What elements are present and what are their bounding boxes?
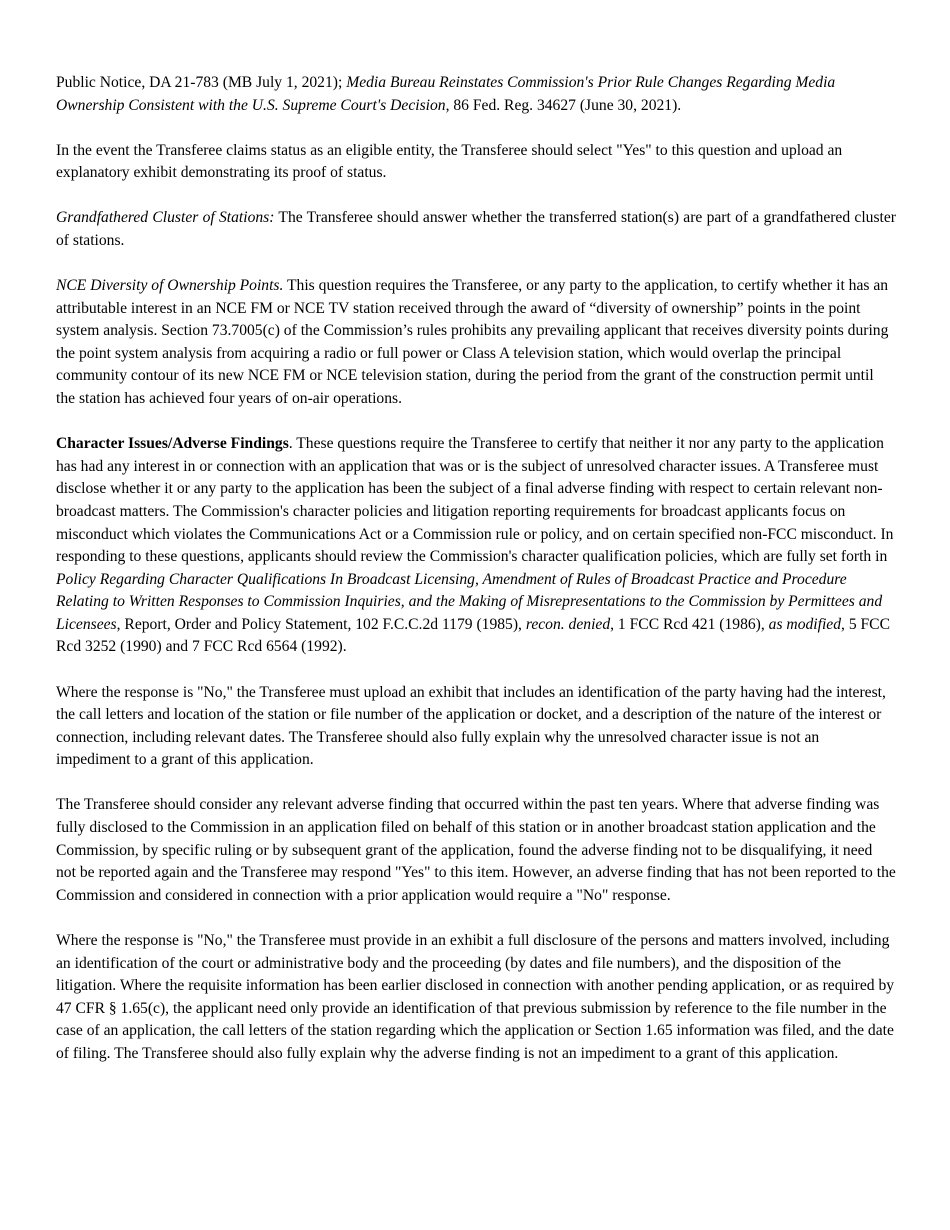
section-heading-nce-diversity: NCE Diversity of Ownership Points. bbox=[56, 277, 284, 295]
paragraph-body: , Report, Order and Policy Statement, 102 F.C.C.2d 1179 (1985), bbox=[116, 615, 526, 633]
paragraph-past-ten-years: The Transferee should consider any relevant adverse finding that occurred within the past ten years. Where that adverse finding was fully disclosed to the Commission in an application filed on behalf of this station or in another broadcast station application and the Commission, by specific ruling or by subsequent grant of the application, found the adverse finding not to be disqualifying, it need not be reported again and the Transferee may respond "Yes" to this item. However, an adverse finding that has not been reported to the Commission and considered in connection with a prior application would require a "No" response. bbox=[56, 796, 896, 904]
citation-text: , 86 Fed. Reg. 34627 (June 30, 2021). bbox=[445, 96, 682, 114]
paragraph-body: This question requires the Transferee, or any party to the application, to certify whether it has an attributable interest in an NCE FM or NCE TV station received through the award of “diversity of ownership” points in the point system analysis. Section 73.7005(c) of the Commission’s rules prohibits any prevailing applicant that receives diversity points during the point system analysis from acquiring a radio or full power or Class A television station, which would overlap the principal community contour of its new NCE FM or NCE television station, during the period from the grant of the construction permit until the station has achieved four years of on-air operations. bbox=[56, 277, 889, 408]
citation-text: Public Notice, DA 21-783 (MB July 1, 2021); bbox=[56, 74, 347, 91]
citation-title: Media Bureau Reinstates Commission's Prior Rule Changes Regarding Media Ownership Consistent with the U.S. Supreme Court's Decision bbox=[56, 74, 836, 114]
paragraph-body: The Transferee should answer whether the transferred station(s) are part of a grandfathered cluster of stations. bbox=[56, 209, 896, 249]
document-page bbox=[56, 72, 896, 1088]
paragraph-full-disclosure: Where the response is "No," the Transferee must provide in an exhibit a full disclosure of the persons and matters involved, including an identification of the court or administrative body and the proceeding (by dates and file numbers), and the disposition of the litigation. Where the requisite information has been earlier disclosed in connection with another pending application, or as required by 47 CFR § 1.65(c), the applicant need only provide an identification of that previous submission by reference to the file number in the case of an application, the call letters of the station regarding which the application or Section 1.65 information was filed, and the date of filing. The Transferee should also fully explain why the adverse finding is not an impediment to a grant of this application. bbox=[56, 931, 895, 1062]
citation-signal: recon. denied bbox=[525, 615, 611, 633]
paragraph-grandfathered-cluster bbox=[56, 207, 896, 252]
paragraph-character-issues bbox=[56, 433, 896, 659]
section-heading-character-issues: Character Issues/Adverse Findings bbox=[56, 435, 289, 453]
citation-signal: as modified bbox=[768, 615, 842, 633]
paragraph-body: . These questions require the Transferee to certify that neither it nor any party to the application has had any interest in or connection with an application that was or is the subject of unresolved character issues. A Transferee must disclose whether it or any party to the application has been the subject of a final adverse finding with respect to certain relevant non-broadcast matters. The Commission's character policies and litigation reporting requirements for broadcast applicants focus on misconduct which violates the Communications Act or a Commission rule or policy, and on certain specified non-FCC misconduct. In responding to these questions, applicants should review the Commission's character qualification policies, which are fully set forth in bbox=[56, 435, 894, 566]
case-citation-title: Policy Regarding Character Qualifications In Broadcast Licensing, Amendment of Rules of Broadcast Practice and Procedure Relating to Written Responses to Commission Inquiries, and the Making of Misrepresentations to the Commission by Permittees and Licensees bbox=[56, 570, 883, 633]
paragraph-body: , 1 FCC Rcd 421 (1986), bbox=[610, 615, 769, 633]
paragraph-nce-diversity bbox=[56, 275, 896, 411]
section-heading-grandfathered-cluster: Grandfathered Cluster of Stations: bbox=[56, 209, 275, 227]
paragraph-no-response-exhibit: Where the response is "No," the Transferee must upload an exhibit that includes an identification of the party having had the interest, the call letters and location of the station or file number of the application or docket, and a description of the nature of the interest or connection, including relevant dates. The Transferee should also fully explain why the unresolved character issue is not an impediment to a grant of this application. bbox=[56, 683, 886, 769]
paragraph-body: , 5 FCC Rcd 3252 (1990) and 7 FCC Rcd 6564 (1992). bbox=[56, 615, 890, 656]
paragraph-public-notice-citation bbox=[56, 72, 896, 117]
paragraph-eligible-entity: In the event the Transferee claims status as an eligible entity, the Transferee should select "Yes" to this question and upload an explanatory exhibit demonstrating its proof of status. bbox=[56, 141, 843, 182]
